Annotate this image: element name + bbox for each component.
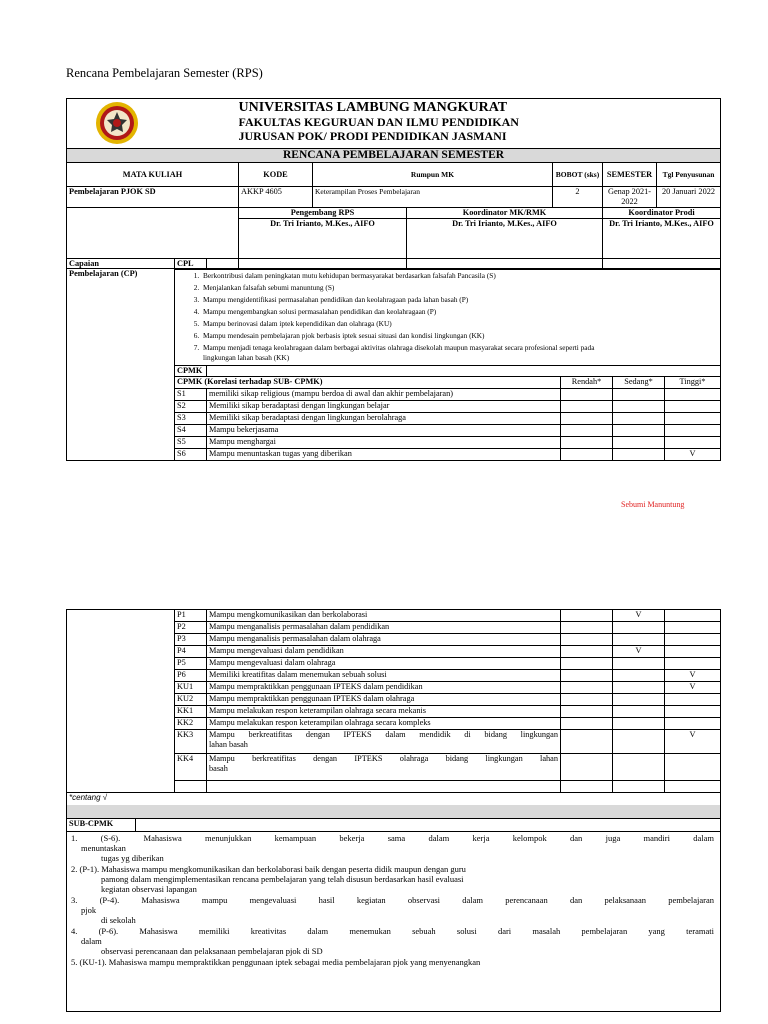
university-logo-icon: [95, 101, 139, 145]
cpmk-rendah: [561, 646, 613, 658]
university-name: UNIVERSITAS LAMBUNG MANGKURAT: [238, 100, 508, 115]
cpmk-text: Mampu melakukan respon keterampilan olahraga secara mekanis: [207, 706, 561, 718]
cpmk-text: Mampu bekerjasama: [207, 425, 561, 437]
cpmk-tinggi: [665, 706, 721, 718]
cpmk-code: P4: [175, 646, 207, 658]
cpmk-text: [207, 754, 561, 781]
cpmk-sedang: [613, 437, 665, 449]
cpmk-code: KK3: [175, 730, 207, 754]
cpl-item: 3. Mampu mengidentifikasi permasalahan pendidikan dan keolahragaan pada lahan basah (P): [201, 294, 720, 306]
cpmk-text: Mampu menganalisis permasalahan dalam olahraga: [207, 634, 561, 646]
koordinator-prodi-label: Koordinator Prodi: [603, 208, 721, 219]
cpmk-rendah: [561, 401, 613, 413]
cpmk-text-line: basah: [209, 764, 228, 773]
cpmk-rendah: [561, 449, 613, 461]
cpmk-rendah: [561, 610, 613, 622]
cpmk-tinggi: V: [665, 730, 721, 754]
col-kode: KODE: [239, 163, 313, 187]
sub-cpmk-line: 5. (KU-1). Mahasiswa mampu mempraktikkan penggunaan iptek sebagai media pembelajaran pjok yang menyenangkan: [71, 957, 481, 967]
sub-cpmk-line: 3. (P-4). Mahasiswa mampu mengevaluasi hasil kegiatan observasi dalam perencanaan dan pelaksanaan pembelajaran: [71, 895, 714, 905]
cpmk-code: KU2: [175, 694, 207, 706]
cpl-item: 1. Berkontribusi dalam peningkatan mutu kehidupan bermasyarakat berdasarkan falsafah Pancasila (S): [201, 270, 720, 282]
cpl-item-line: lingkungan lahan basah (KK): [203, 353, 290, 362]
sub-cpmk-line: pamong dalam mengimplementasikan rencana pembelajaran yang telah disusun berdasarkan hasil evaluasi: [101, 874, 464, 884]
cpmk-tinggi: [665, 658, 721, 670]
cpmk-rendah: [561, 658, 613, 670]
cpmk-text: Mampu menghargai: [207, 437, 561, 449]
sub-cpmk-line: di sekolah: [101, 915, 136, 925]
cpmk-rendah: [561, 437, 613, 449]
sub-cpmk-line: observasi perencanaan dan pelaksanaan pembelajaran pjok di SD: [101, 946, 323, 956]
cpmk-header-title: CPMK (Korelasi terhadap SUB- CPMK): [175, 377, 561, 389]
list-item: [71, 833, 714, 863]
cpmk-rendah: [561, 413, 613, 425]
cpmk-rendah: [561, 670, 613, 682]
capaian-label: [67, 259, 175, 461]
sub-cpmk-line: dalam: [81, 936, 102, 946]
cpmk-text: Mampu mengevaluasi dalam pendidikan: [207, 646, 561, 658]
cpmk-rendah: [561, 622, 613, 634]
cpl-item: 4. Mampu mengembangkan solusi permasalahan pendidikan dan keolahragaan (P): [201, 306, 720, 318]
cpmk-header-rendah: Rendah*: [561, 377, 613, 389]
cpmk-code: S4: [175, 425, 207, 437]
pengembang-label: Pengembang RPS: [239, 208, 407, 219]
cpmk-code: KK2: [175, 718, 207, 730]
capaian-label-line1: Capaian: [69, 259, 99, 268]
capaian-table: [66, 258, 721, 461]
koordinator-prodi-name: Dr. Tri Irianto, M.Kes., AIFO: [603, 219, 721, 269]
cpmk-code: S1: [175, 389, 207, 401]
cpmk-sedang: [613, 401, 665, 413]
course-rumpun: Keterampilan Proses Pembelajaran: [313, 187, 553, 208]
rps-header-table: [66, 98, 721, 269]
cpmk-code: KK1: [175, 706, 207, 718]
course-tgl: 20 Januari 2022: [657, 187, 721, 208]
cpmk-text-line: Mampu berkreatifitas dengan IPTEKS dalam mendidik di bidang lingkungan: [209, 730, 558, 739]
sub-cpmk-line: tugas yg diberikan: [101, 853, 164, 863]
cpmk-tinggi: [665, 610, 721, 622]
cpl-item: 6. Mampu mendesain pembelajaran pjok berbasis iptek sesuai situasi dan kondisi lingkungan (KK): [201, 330, 720, 342]
cpl-item: 2. Menjalankan falsafah sebumi manuntung (S): [201, 282, 720, 294]
cpmk-label: CPMK: [175, 366, 207, 377]
document-title: Rencana Pembelajaran Semester (RPS): [66, 66, 263, 80]
cpmk-text: Mampu menuntaskan tugas yang diberikan: [207, 449, 561, 461]
cpmk-code: KK4: [175, 754, 207, 781]
cpmk-code: P3: [175, 634, 207, 646]
cpmk-rendah: [561, 718, 613, 730]
cpmk-code: P1: [175, 610, 207, 622]
cpmk-code: P6: [175, 670, 207, 682]
cpmk-text: Mampu mengkomunikasikan dan berkolaborasi: [207, 610, 561, 622]
cpmk-tinggi: [665, 437, 721, 449]
cpmk-rendah: [561, 389, 613, 401]
sub-cpmk-line: 4. (P-6). Mahasiswa memiliki kreativitas dalam menemukan sebuah solusi dari masalah pembelajaran yang teramati: [71, 926, 714, 936]
institution-cell: [239, 99, 721, 149]
cpl-item: [201, 342, 720, 363]
sub-cpmk-line: 2. (P-1). Mahasiswa mampu mengkomunikasikan dan berkolaborasi baik dengan peserta didik maupun dengan guru: [71, 864, 466, 874]
capaian-label-line2: Pembelajaran (CP): [69, 269, 138, 278]
sub-cpmk-line: kegiatan observasi lapangan: [101, 884, 197, 894]
cpmk-code: S3: [175, 413, 207, 425]
faculty-name: FAKULTAS KEGURUAN DAN ILMU PENDIDIKAN: [238, 115, 519, 129]
cpmk-rendah: [561, 425, 613, 437]
cpmk-code: S2: [175, 401, 207, 413]
cpmk-text-line: lahan basah: [209, 740, 248, 749]
cpl-list: [175, 270, 720, 363]
cpmk-sedang: [613, 718, 665, 730]
cpmk-tinggi: V: [665, 682, 721, 694]
sub-cpmk-line: 1. (S-6). Mahasiswa menunjukkan kemampuan bekerja sama dalam kerja kelompok dan juga mandiri dalam: [71, 833, 714, 843]
cpmk-tinggi: [665, 634, 721, 646]
cpmk-rendah: [561, 634, 613, 646]
pengembang-name: Dr. Tri Irianto, M.Kes., AIFO: [239, 219, 407, 269]
course-semester: Genap 2021-2022: [603, 187, 657, 208]
cpmk-text: Memiliki kreatifitas dalam menemukan sebuah solusi: [207, 670, 561, 682]
cpmk-sedang: [613, 658, 665, 670]
course-bobot: 2: [553, 187, 603, 208]
cpl-item-line: Mampu menjadi tenaga keolahragaan dalam berbagai aktivitas olahraga disekolah maupun masyarakat secara profesional seperti pada: [203, 343, 595, 352]
cpmk-text: Mampu menganalisis permasalahan dalam pendidikan: [207, 622, 561, 634]
sub-cpmk-line: pjok: [81, 905, 97, 915]
cpmk-tinggi: [665, 718, 721, 730]
list-item: [71, 957, 714, 967]
col-tgl: Tgl Penyusunan: [657, 163, 721, 187]
col-mata-kuliah: MATA KULIAH: [67, 163, 239, 187]
cpmk-tinggi: [665, 694, 721, 706]
sub-cpmk-line: menuntaskan: [81, 843, 126, 853]
list-item: [71, 926, 714, 956]
department-name: JURUSAN POK/ PRODI PENDIDIKAN JASMANI: [238, 128, 507, 143]
cpmk-sedang: [613, 622, 665, 634]
cpmk-text: Memiliki sikap beradaptasi dengan lingkungan belajar: [207, 401, 561, 413]
course-kode: AKKP 4605: [239, 187, 313, 208]
cpmk-sedang: [613, 670, 665, 682]
cpmk-text: memiliki sikap religious (mampu berdoa di awal dan akhir pembelajaran): [207, 389, 561, 401]
cpmk-tinggi: V: [665, 670, 721, 682]
list-item: [71, 864, 714, 894]
cpmk-sedang: [613, 694, 665, 706]
rps-title: RENCANA PEMBELAJARAN SEMESTER: [67, 149, 721, 163]
cpmk-tinggi: [665, 389, 721, 401]
cpmk-tinggi: [665, 401, 721, 413]
cpmk-text: Mampu mengevaluasi dalam olahraga: [207, 658, 561, 670]
cpmk-sedang: [613, 706, 665, 718]
cpmk-text: [207, 730, 561, 754]
cpmk-code: P5: [175, 658, 207, 670]
koordinator-mk-label: Koordinator MK/RMK: [407, 208, 603, 219]
col-bobot: BOBOT (sks): [553, 163, 603, 187]
sub-cpmk-cell: [67, 832, 721, 1012]
sub-cpmk-label: SUB-CPMK: [67, 819, 136, 831]
cpl-label: CPL: [175, 259, 207, 270]
cpmk-text-line: Mampu berkreatifitas dengan IPTEKS olahraga bidang lingkungan lahan: [209, 754, 558, 763]
cpmk-code: KU1: [175, 682, 207, 694]
cpmk-text: Memiliki sikap beradaptasi dengan lingkungan berolahraga: [207, 413, 561, 425]
col-semester: SEMESTER: [603, 163, 657, 187]
col-rumpun: Rumpun MK: [313, 163, 553, 187]
cpmk-tinggi: [665, 622, 721, 634]
cpmk-sedang: [613, 425, 665, 437]
cpmk-sedang: [613, 682, 665, 694]
koordinator-mk-name: Dr. Tri Irianto, M.Kes., AIFO: [407, 219, 603, 269]
cpmk-sedang: V: [613, 646, 665, 658]
cpmk-text: Mampu mempraktikkan penggunaan IPTEKS dalam olahraga: [207, 694, 561, 706]
cpmk-sedang: [613, 389, 665, 401]
list-item: [71, 895, 714, 925]
cpmk-continued-table: [66, 609, 721, 1012]
cpmk-rendah: [561, 682, 613, 694]
cpmk-text: Mampu melakukan respon keterampilan olahraga secara kompleks: [207, 718, 561, 730]
course-name: Pembelajaran PJOK SD: [67, 187, 239, 208]
cpmk-tinggi: [665, 413, 721, 425]
cpmk-header-sedang: Sedang*: [613, 377, 665, 389]
centang-note: *centang √: [67, 793, 721, 805]
cpl-list-cell: [175, 270, 721, 366]
cpmk-tinggi: [665, 425, 721, 437]
cpmk-text: Mampu mempraktikkan penggunaan IPTEKS dalam pendidikan: [207, 682, 561, 694]
sub-cpmk-list: [71, 833, 714, 967]
cpmk-code: S5: [175, 437, 207, 449]
cpmk-rendah: [561, 694, 613, 706]
cpmk-sedang: [613, 449, 665, 461]
cpmk-sedang: [613, 413, 665, 425]
cpmk-code: P2: [175, 622, 207, 634]
cpmk-sedang: V: [613, 610, 665, 622]
table-row: [67, 610, 721, 622]
cpl-item: 5. Mampu berinovasi dalam iptek kependidikan dan olahraga (KU): [201, 318, 720, 330]
cpmk-tinggi: V: [665, 449, 721, 461]
cpmk-header-tinggi: Tinggi*: [665, 377, 721, 389]
logo-cell: [67, 99, 239, 149]
cpmk-code: S6: [175, 449, 207, 461]
footer-note: Sebumi Manuntung: [621, 500, 685, 509]
cpmk-sedang: [613, 634, 665, 646]
cpmk-rendah: [561, 706, 613, 718]
cpmk-tinggi: [665, 646, 721, 658]
